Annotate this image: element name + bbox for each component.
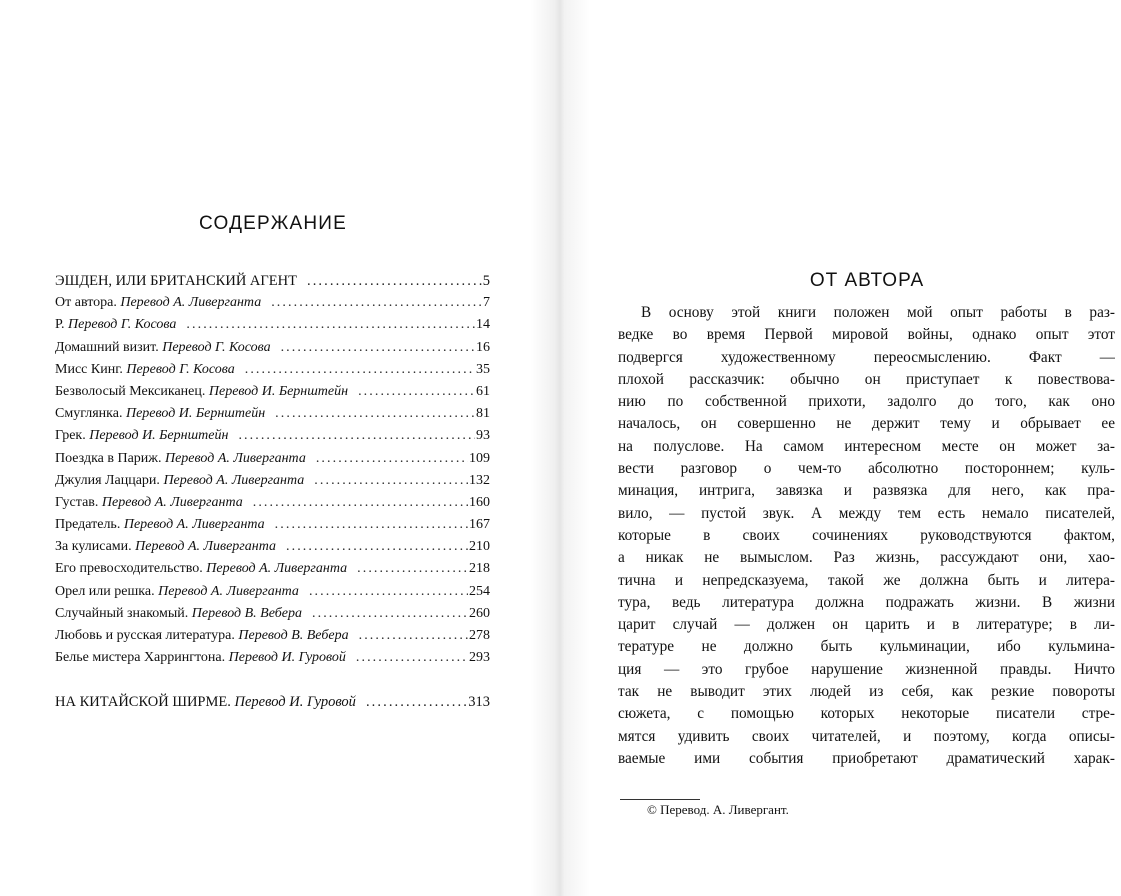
toc-entry-translator: Перевод В. Вебера (238, 628, 349, 643)
toc-entry-title (55, 603, 302, 625)
toc-entry-title (55, 448, 306, 470)
toc-page-number: 313 (468, 694, 490, 711)
toc-entry-title (55, 558, 347, 580)
text-line: тична и непредсказуема, такой же должна быть и литера- (618, 571, 1115, 589)
text-line: нию по собственной прихоти, задолго до того, как оно (618, 393, 1115, 411)
toc-entry (55, 359, 490, 381)
toc-entry-translator: Перевод И. Гуровой (228, 650, 346, 666)
toc-entry-name: Поездка в Париж. (55, 450, 162, 466)
toc-leader-dots (253, 492, 468, 514)
toc-leader-dots (356, 647, 468, 669)
toc-entry-translator: Перевод Г. Косова (126, 361, 235, 377)
toc-page-number: 14 (476, 317, 490, 333)
toc-page-number: 16 (476, 339, 490, 355)
toc-entry-name: ЭШДЕН, ИЛИ БРИТАНСКИЙ АГЕНТ (55, 273, 297, 289)
toc-page-number: 35 (476, 361, 490, 377)
toc-entry-translator: Перевод А. Ливерганта (158, 583, 299, 599)
toc-entry-translator: Перевод И. Бернштейн (208, 383, 349, 399)
chapter-body (618, 302, 1115, 770)
toc-leader-dots (309, 581, 468, 603)
toc-page-number: 278 (469, 628, 490, 643)
toc-entry-name: Смуглянка. (55, 406, 123, 422)
table-of-contents (55, 270, 490, 714)
toc-leader-dots (307, 270, 482, 292)
toc-leader-dots (357, 558, 468, 580)
toc-entry-title (55, 292, 261, 314)
toc-page-number: 109 (469, 450, 490, 466)
toc-entry (55, 536, 490, 558)
toc-entry-title (55, 403, 265, 425)
toc-entry-name: Его превосходительство. (55, 561, 203, 577)
toc-entry (55, 314, 490, 336)
toc-entry-title (55, 425, 228, 447)
toc-entry-title (55, 470, 304, 492)
toc-page-number: 81 (476, 406, 490, 422)
toc-entry (55, 292, 490, 314)
toc-entry-name: Случайный знакомый. (55, 605, 189, 621)
text-line: вило, — пустой звук. А между тем есть немало писателей, (618, 504, 1115, 522)
left-page (0, 0, 556, 896)
toc-entry-title (55, 691, 356, 713)
toc-entry (55, 270, 490, 292)
toc-leader-dots (275, 514, 468, 536)
toc-entry-name: Белье мистера Харрингтона. (55, 650, 226, 666)
toc-page-number: 7 (483, 295, 490, 311)
toc-entry (55, 492, 490, 514)
toc-page-number: 93 (476, 428, 490, 444)
footnote-divider (620, 799, 700, 800)
toc-leader-dots (359, 625, 468, 647)
text-line: которые в своих сочинениях руководствуются фактом, (618, 526, 1115, 544)
text-line: так не выводит этих людей из себя, как резкие повороты (618, 683, 1115, 701)
toc-entry (55, 514, 490, 536)
toc-entry-title (55, 514, 265, 536)
toc-leader-dots (238, 425, 475, 447)
toc-entry (55, 647, 490, 669)
toc-leader-dots (271, 292, 482, 314)
text-line: началось, он совершенно не держит тему и обрывает ее (618, 415, 1115, 433)
toc-entry (55, 558, 490, 580)
toc-entry-name: Мисс Кинг. (55, 361, 123, 377)
toc-entry (55, 470, 490, 492)
toc-entry-title (55, 359, 235, 381)
toc-entry-name: Предатель. (55, 517, 121, 533)
text-line: а никак не вымыслом. Раз жизнь, рассуждают они, хао- (618, 549, 1115, 567)
toc-entry-translator: Перевод А. Ливерганта (135, 539, 276, 555)
text-line: ведке во время Первой мировой войны, однако опыт этот (618, 326, 1115, 344)
toc-entry (55, 425, 490, 447)
toc-entry-name: Джулия Лаццари. (55, 472, 160, 488)
toc-leader-dots (312, 603, 468, 625)
text-line: сюжета, с помощью которых некоторые писатели стре- (618, 705, 1115, 723)
toc-leader-dots (275, 403, 475, 425)
toc-entry (55, 691, 490, 713)
toc-heading: СОДЕРЖАНИЕ (199, 213, 347, 234)
toc-page-number: 210 (469, 539, 490, 555)
toc-entry-name: Любовь и русская литература. (55, 628, 235, 643)
toc-entry-translator: Перевод Г. Косова (68, 317, 177, 333)
toc-entry-name: НА КИТАЙСКОЙ ШИРМЕ. (55, 694, 231, 711)
toc-entry-translator: Перевод А. Ливерганта (206, 561, 348, 577)
toc-leader-dots (186, 314, 475, 336)
toc-entry-title (55, 536, 276, 558)
toc-entry-title (55, 381, 348, 403)
toc-entry (55, 381, 490, 403)
toc-entry (55, 448, 490, 470)
toc-entry-name: Безволосый Мексиканец. (55, 383, 206, 399)
text-line: подвергся художественному переосмыслению. Факт — (618, 348, 1115, 366)
text-line: тура, ведь литература должна подражать жизни. В жизни (618, 593, 1115, 611)
toc-entry-title (55, 492, 243, 514)
toc-entry (55, 581, 490, 603)
toc-page-number: 293 (469, 650, 490, 666)
toc-entry-title (55, 337, 271, 359)
toc-entry-translator: Перевод А. Ливерганта (164, 450, 306, 466)
toc-entry-title (55, 314, 176, 336)
toc-entry-translator: Перевод А. Ливерганта (163, 472, 305, 488)
toc-entry-translator: Перевод И. Бернштейн (89, 428, 229, 444)
toc-entry-translator: Перевод А. Ливерганта (101, 494, 243, 510)
text-line: вести разговор о чем-то абсолютно постороннем; куль- (618, 460, 1115, 478)
toc-entry-title (55, 625, 349, 647)
toc-page-number: 218 (469, 561, 490, 577)
text-line: ваемые ими события приобретают драматический харак- (618, 749, 1115, 767)
text-line: ция — это грубое нарушение жизненной правды. Ничто (618, 660, 1115, 678)
text-line: В основу этой книги положен мой опыт работы в раз- (641, 304, 1115, 321)
text-line: минация, интрига, завязка и развязка для него, как пра- (618, 482, 1115, 500)
text-line: на полуслове. На самом интересном месте он может за- (618, 437, 1115, 455)
toc-entry-title (55, 270, 297, 292)
toc-page-number: 260 (469, 605, 490, 621)
toc-entry-name: За кулисами. (55, 539, 132, 555)
toc-leader-dots (281, 337, 475, 359)
toc-entry-translator: Перевод Г. Косова (162, 339, 271, 355)
footnote: © Перевод. А. Ливергант. (647, 802, 789, 817)
toc-entry-translator: Перевод А. Ливерганта (123, 517, 265, 533)
text-line: мятся удивить своих читателей, и поэтому, когда описы- (618, 727, 1115, 745)
toc-entry (55, 625, 490, 647)
toc-entry-translator: Перевод В. Вебера (191, 605, 302, 621)
toc-page-number: 5 (482, 273, 490, 289)
toc-page-number: 61 (476, 383, 490, 399)
toc-leader-dots (245, 359, 475, 381)
toc-page-number: 160 (469, 494, 490, 510)
toc-entry (55, 337, 490, 359)
toc-entry-translator: Перевод И. Гуровой (234, 694, 356, 711)
right-page (560, 0, 1121, 896)
toc-leader-dots (366, 691, 467, 713)
toc-entry-name: От автора. (55, 295, 117, 311)
toc-leader-dots (358, 381, 475, 403)
text-line: тературе не должно быть кульминации, ибо кульмина- (618, 638, 1115, 656)
toc-entry (55, 603, 490, 625)
toc-leader-dots (314, 470, 468, 492)
toc-entry-name: Густав. (55, 494, 99, 510)
toc-leader-dots (286, 536, 468, 558)
toc-leader-dots (316, 448, 468, 470)
toc-entry-name: Орел или решка. (55, 583, 155, 599)
toc-page-number: 167 (469, 517, 490, 533)
toc-entry-translator: Перевод И. Бернштейн (125, 406, 266, 422)
toc-entry-title (55, 581, 299, 603)
toc-entry-name: Р. (55, 317, 65, 333)
text-line: царит случай — должен он царить и в литературе; в ли- (618, 616, 1115, 634)
toc-page-number: 254 (469, 583, 490, 599)
toc-entry-title (55, 647, 346, 669)
chapter-heading: ОТ АВТОРА (809, 270, 925, 291)
toc-entry-name: Домашний визит. (55, 339, 159, 355)
toc-entry-translator: Перевод А. Ливерганта (120, 295, 262, 311)
toc-entry (55, 403, 490, 425)
toc-entry-name: Грек. (55, 428, 86, 444)
toc-page-number: 132 (469, 472, 490, 488)
text-line: плохой рассказчик: обычно он приступает к повествова- (618, 370, 1115, 388)
